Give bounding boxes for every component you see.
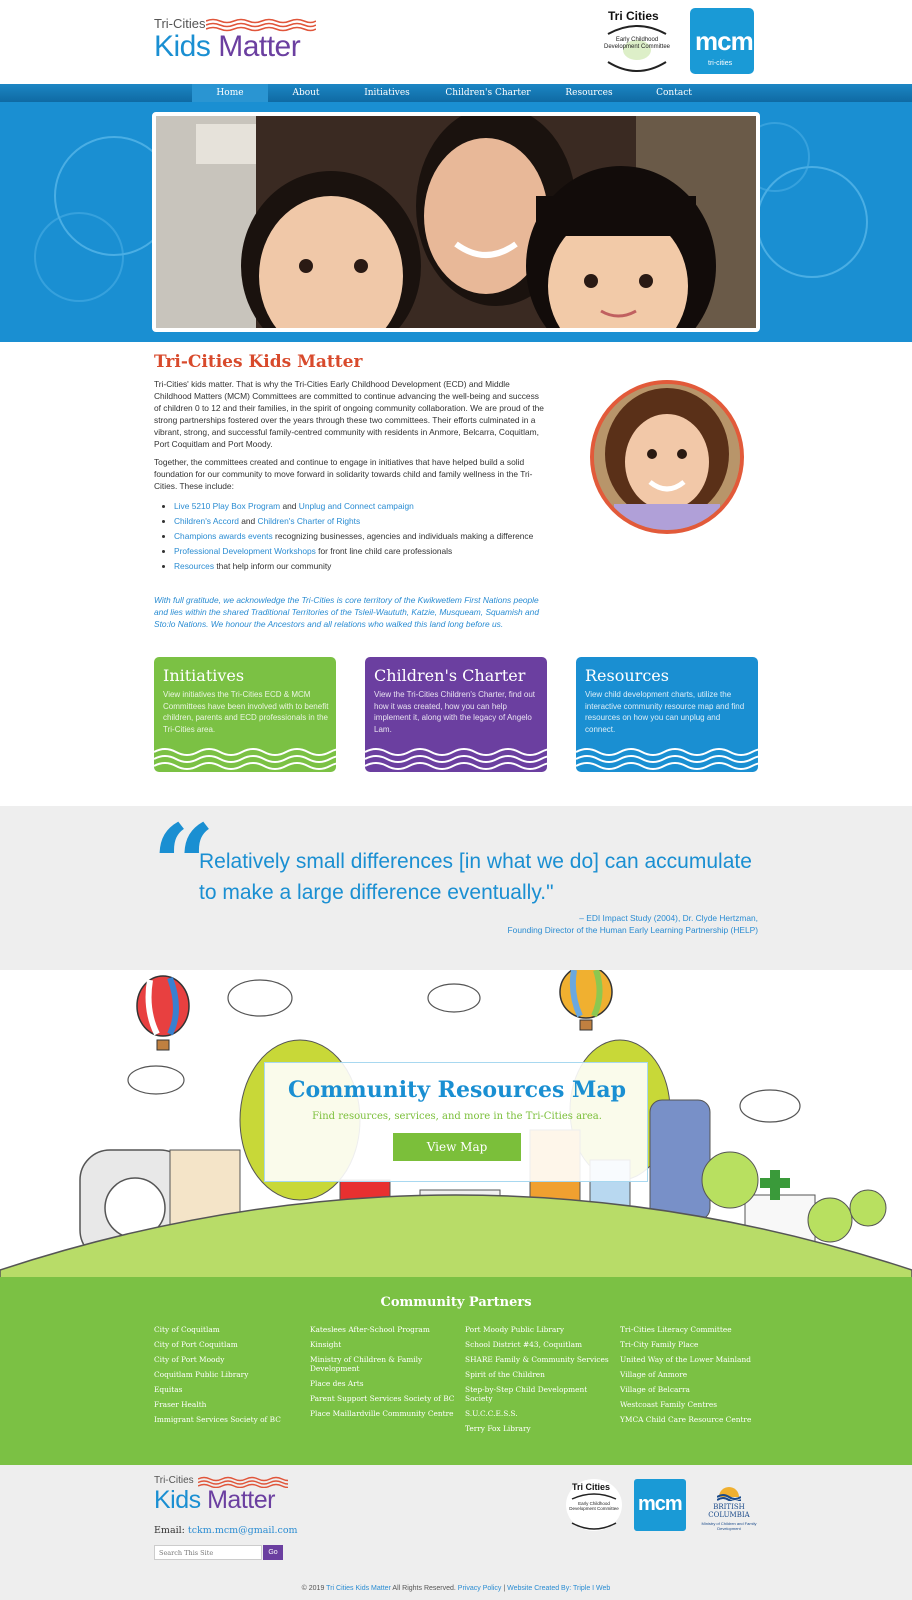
partner-link[interactable]: City of Port Coquitlam — [154, 1340, 238, 1349]
link-childrens-charter-rights[interactable]: Children's Charter of Rights — [257, 516, 361, 526]
hero-banner — [0, 102, 912, 342]
site-header — [0, 0, 912, 84]
partner-link[interactable]: Terry Fox Library — [465, 1424, 531, 1433]
list-item: • Live 5210 Play Box Program and Unplug and Connect campaign — [174, 500, 554, 512]
quote-section — [0, 800, 912, 970]
link-childrens-accord[interactable]: Children's Accord — [174, 516, 239, 526]
initiatives-list — [174, 500, 554, 575]
nav-resources[interactable]: Resources — [565, 88, 613, 98]
partner-link[interactable]: Ministry of Children & Family Development — [310, 1355, 423, 1373]
website-credit-link[interactable]: Website Created By: Triple I Web — [507, 1585, 611, 1592]
map-callout-box — [264, 1062, 648, 1182]
footer-ecd-subtitle: Early Childhood Development Committee — [569, 1501, 619, 1511]
ecd-logo-title: Tri Cities — [608, 9, 659, 23]
partner-link[interactable]: City of Coquitlam — [154, 1325, 220, 1334]
partner-link[interactable]: Kinsight — [310, 1340, 342, 1349]
quote-attribution-line1: – EDI Impact Study (2004), Dr. Clyde Hertzman, — [579, 913, 758, 923]
quote-attribution — [508, 912, 758, 936]
mcm-logo[interactable] — [690, 8, 754, 74]
partner-link[interactable]: Tri-Cities Literacy Committee — [620, 1325, 732, 1334]
waves-icon — [154, 742, 336, 772]
partner-link[interactable]: Coquitlam Public Library — [154, 1370, 249, 1379]
mcm-logo-subtitle: tri-cities — [708, 60, 733, 67]
list-item: • Children's Accord and Children's Charter of Rights — [174, 515, 554, 527]
nav-initiatives[interactable]: Initiatives — [364, 88, 410, 98]
link-resources[interactable]: Resources — [174, 561, 215, 571]
partner-link[interactable]: United Way of the Lower Mainland — [620, 1355, 751, 1364]
bc-name: BRITISH COLUMBIA — [708, 1503, 750, 1519]
bc-government-logo[interactable] — [700, 1477, 758, 1537]
partners-column-2 — [310, 1325, 460, 1424]
footer-mcm-logo[interactable] — [634, 1479, 686, 1531]
bc-sun-icon — [717, 1477, 741, 1501]
nav-childrens-charter[interactable]: Children's Charter — [445, 88, 531, 98]
ecd-logo-subtitle: Early Childhood Development Committee — [603, 37, 671, 50]
partners-column-4 — [620, 1325, 770, 1430]
footer-ecd-title: Tri Cities — [572, 1482, 611, 1492]
partner-link[interactable]: Parent Support Services Society of BC — [310, 1394, 455, 1403]
nav-contact[interactable]: Contact — [656, 88, 692, 98]
partner-link[interactable]: SHARE Family & Community Services — [465, 1355, 609, 1364]
partner-link[interactable]: Tri-City Family Place — [620, 1340, 699, 1349]
footer-logo-kids-matter: Kids Matter — [154, 1486, 275, 1514]
bc-ministry: Ministry of Children and Family Development — [701, 1521, 757, 1531]
view-map-button[interactable]: View Map — [393, 1133, 521, 1161]
card-resources[interactable] — [576, 657, 758, 772]
ecd-arc-icon — [569, 1493, 619, 1531]
list-item: • Professional Development Workshops for front line child care professionals — [174, 545, 554, 557]
map-title: Community Resources Map — [287, 1077, 627, 1103]
link-pd-workshops[interactable]: Professional Development Workshops — [174, 546, 316, 556]
mcm-logo-text: mcm — [695, 26, 753, 56]
hero-photo-illustration — [156, 116, 756, 328]
privacy-policy-link[interactable]: Privacy Policy — [457, 1585, 502, 1592]
partner-link[interactable]: Westcoast Family Centres — [620, 1400, 717, 1409]
partner-link[interactable]: Place des Arts — [310, 1379, 364, 1388]
copyright-bar: © 2019 Tri Cities Kids Matter All Rights Reserved. Privacy Policy | Website Created By: Triple I Web — [301, 1585, 611, 1592]
quote-text: Relatively small differences [in what we do] can accumulate to make a large difference eventually." — [199, 850, 752, 904]
partner-link[interactable]: Equitas — [154, 1385, 183, 1394]
partners-title: Community Partners — [380, 1295, 532, 1310]
footer-logo-tri-cities: Tri-Cities — [154, 1475, 194, 1486]
partner-link[interactable]: Village of Belcarra — [620, 1385, 690, 1394]
ecd-committee-logo[interactable] — [598, 6, 676, 76]
partner-link[interactable]: Step-by-Step Child Development Society — [465, 1385, 588, 1403]
intro-paragraph-2: Together, the committees created and continue to engage in initiatives that have helped build a solid foundation for our community to move forward in solidarity towards child and family wellness in the Tri-Cities. These include: — [154, 457, 533, 491]
site-link[interactable]: Tri Cities Kids Matter — [326, 1585, 391, 1592]
community-map-section — [0, 970, 912, 1278]
email-link[interactable]: tckm.mcm@gmail.com — [187, 1525, 298, 1536]
partner-link[interactable]: Spirit of the Children — [465, 1370, 545, 1379]
waves-icon — [576, 742, 758, 772]
search-go-button[interactable]: Go — [263, 1545, 283, 1560]
hot-air-balloon-icon — [560, 970, 612, 1030]
intro-paragraph-1: Tri-Cities' kids matter. That is why the Tri-Cities Early Childhood Development (ECD) and Middle Childhood Matters (MCM) Committees are committed to continue advancing the well-being and success of children 0 to 12 and their families, in the spirit of ongoing community collaboration. We are proud of the strong partnerships fostered over the years through these two committees. Their efforts culminated in a vibrant, strong, and successful family-centred community with residents in Anmore, Belcarra, Coquitlam, Port Coquitlam and Port Moody. — [154, 379, 544, 449]
decor-circle — [34, 212, 124, 302]
site-logo[interactable] — [154, 16, 324, 66]
community-partners-section — [0, 1277, 912, 1465]
card-initiatives-text: View initiatives the Tri-Cities ECD & MCM Committees have been involved with to benefit children, parents and ECD professionals in the Tri-Cities area. — [163, 690, 329, 734]
hero-family-photo — [152, 112, 760, 332]
footer-email: Email: tckm.mcm@gmail.com — [154, 1525, 298, 1536]
child-portrait — [590, 380, 744, 534]
logo-tri-cities: Tri-Cities — [154, 16, 206, 31]
card-charter-text: View the Tri-Cities Children's Charter, find out how it was created, how you can help implement it, along with the legacy of Angelo Lam. — [374, 690, 536, 734]
land-acknowledgement: With full gratitude, we acknowledge the Tri-Cities is core territory of the Kwikwetlem First Nations people and lies within the shared Traditional Territories of the Tsleil-Waututh, Katzie, Musqueam, Squamish and Sto:lo Nations. We honour the Ancestors and all relations who walked this land long before us. — [154, 595, 539, 629]
card-initiatives-title: Initiatives — [163, 666, 245, 685]
partner-link[interactable]: City of Port Moody — [154, 1355, 225, 1364]
partners-column-1 — [154, 1325, 304, 1430]
card-resources-text: View child development charts, utilize the interactive community resource map and find resources on how you can unplug and connect. — [585, 690, 745, 734]
link-champions-awards[interactable]: Champions awards events — [174, 531, 273, 541]
map-subtitle: Find resources, services, and more in the Tri-Cities area. — [312, 1111, 602, 1122]
partner-link[interactable]: Port Moody Public Library — [465, 1325, 565, 1334]
hot-air-balloon-icon — [137, 976, 189, 1050]
footer-mcm-text: mcm — [638, 1493, 682, 1515]
partner-link[interactable]: S.U.C.C.E.S.S. — [465, 1409, 518, 1418]
partner-link[interactable]: Fraser Health — [154, 1400, 207, 1409]
nav-about[interactable]: About — [292, 88, 320, 98]
waves-icon — [365, 742, 547, 772]
partner-link[interactable]: School District #43, Coquitlam — [465, 1340, 582, 1349]
intro-title: Tri-Cities Kids Matter — [154, 352, 363, 372]
card-resources-title: Resources — [585, 666, 669, 685]
card-charter-title: Children's Charter — [374, 666, 526, 685]
quote-attribution-line2: Founding Director of the Human Early Learning Partnership (HELP) — [507, 925, 758, 935]
partner-link[interactable]: Village of Anmore — [620, 1370, 688, 1379]
partner-link[interactable]: YMCA Child Care Resource Centre — [620, 1415, 752, 1424]
main-nav — [0, 84, 912, 102]
partner-link[interactable]: Place Maillardville Community Centre — [310, 1409, 454, 1418]
list-item: • Resources that help inform our community — [174, 560, 554, 572]
link-unplug-connect[interactable]: Unplug and Connect campaign — [298, 501, 414, 511]
nav-home[interactable]: Home — [192, 84, 268, 102]
footer-ecd-logo[interactable] — [566, 1479, 622, 1531]
card-childrens-charter[interactable] — [365, 657, 547, 772]
quote-mark-icon: “ — [152, 800, 216, 929]
partners-column-3 — [465, 1325, 615, 1439]
card-initiatives[interactable] — [154, 657, 336, 772]
search-input[interactable] — [154, 1545, 262, 1560]
partner-link[interactable]: Immigrant Services Society of BC — [154, 1415, 281, 1424]
footer-logo[interactable] — [154, 1475, 294, 1515]
site-footer — [0, 1465, 912, 1600]
partner-link[interactable]: Kateslees After-School Program — [310, 1325, 430, 1334]
logo-kids-matter: Kids Matter — [154, 30, 301, 63]
list-item: • Champions awards events recognizing businesses, agencies and individuals making a difference — [174, 530, 554, 542]
link-live-5210[interactable]: Live 5210 Play Box Program — [174, 501, 281, 511]
child-portrait-illustration — [594, 384, 740, 530]
